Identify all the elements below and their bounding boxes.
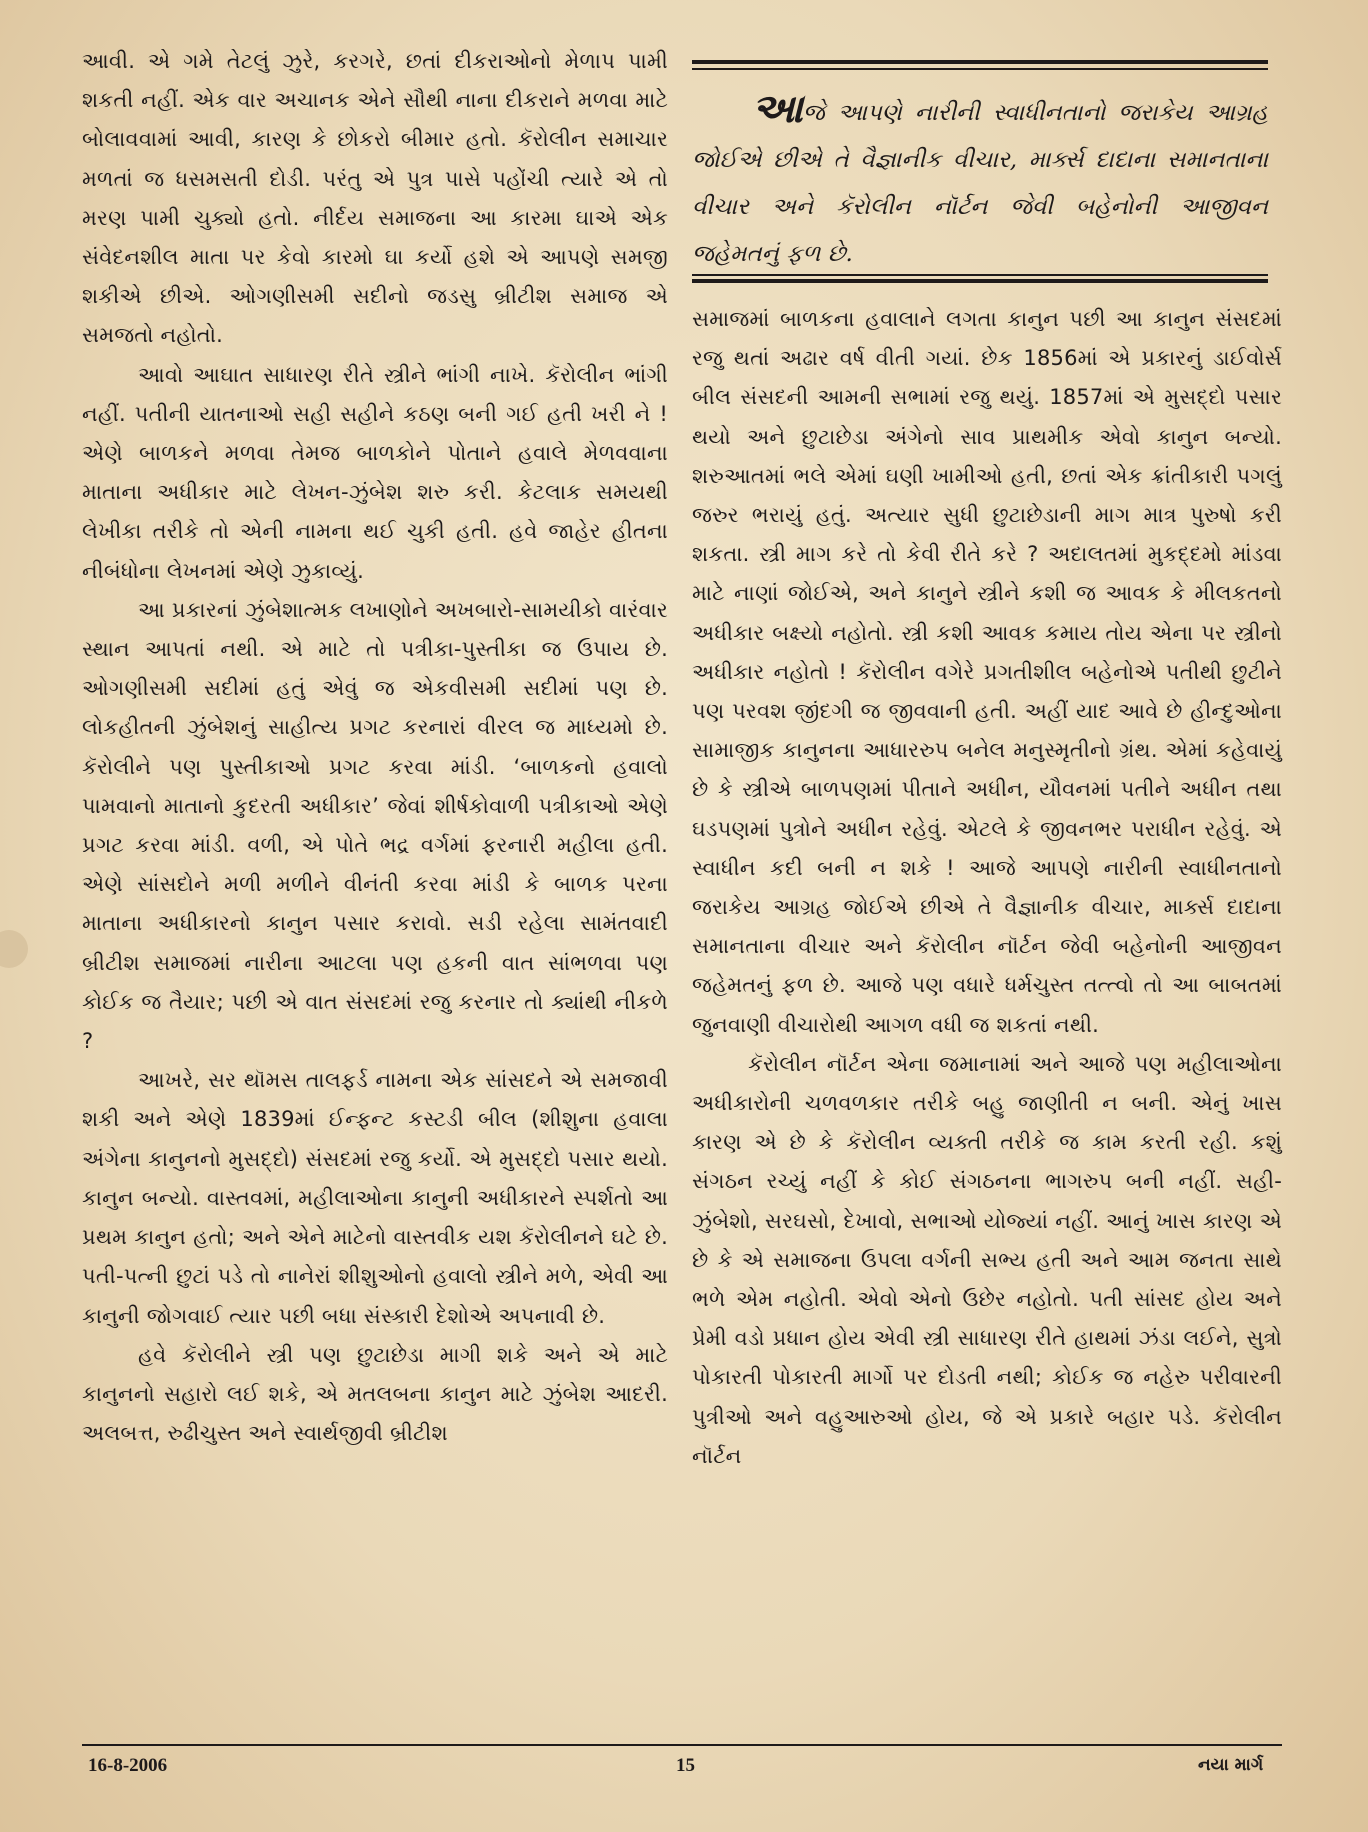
paragraph: આવો આઘાત સાધારણ રીતે સ્ત્રીને ભાંગી નાખે. કૅરોલીન ભાંગી નહીં. પતીની યાતનાઓ સહી સહીને કઠણ બની ગઈ હતી ખરી ને ! એણે બાળકને મળવા તેમજ બાળકોને પોતાને હવાલે મેળવવાના માતાના અધીકાર માટે લેખન-ઝુંબેશ શરુ કરી. કેટલાક સમયથી લેખીકા તરીકે તો એની નામના થઈ ચુકી હતી. હવે જાહેર હીતના નીબંધોના લેખનમાં એણે ઝુકાવ્યું.	[82, 362, 668, 583]
pull-quote-rule	[692, 274, 1268, 276]
footer-rule	[82, 1744, 1282, 1746]
pull-quote-text	[692, 86, 1268, 278]
paragraph: સમાજમાં બાળકના હવાલાને લગતા કાનુન પછી આ કાનુન સંસદમાં રજુ થતાં અઢાર વર્ષ વીતી ગયાં. છેક 1856માં એ પ્રકારનું ડાઈવોર્સ બીલ સંસદની આમની સભામાં રજુ થયું. 1857માં એ મુસદ્દો પસાર થયો અને છુટાછેડા અંગેનો સાવ પ્રાથમીક એવો કાનુન બન્યો. શરુઆતમાં ભલે એમાં ઘણી ખામીઓ હતી, છતાં એક ક્રાંતીકારી પગલું જરુર ભરાયું હતું. અત્યાર સુધી છુટાછેડાની માગ માત્ર પુરુષો કરી શકતા. સ્ત્રી માગ કરે તો કેવી રીતે કરે ? અદાલતમાં મુકદ્દમો માંડવા માટે નાણાં જોઈએ, અને કાનુને સ્ત્રીને કશી જ આવક કે મીલકતનો અધીકાર બક્ષ્યો નહોતો. સ્ત્રી કશી આવક કમાય તોય એના પર સ્ત્રીનો અધીકાર નહોતો ! કૅરોલીન વગેરે પ્રગતીશીલ બહેનોએ પતીથી છુટીને પણ પરવશ જીંદગી જ જીવવાની હતી. અહીં યાદ આવે છે હીન્દુઓના સામાજીક કાનુનના આધારરુપ બનેલ મનુસ્મૃતીનો ગ્રંથ. એમાં કહેવાયું છે કે સ્ત્રીએ બાળપણમાં પીતાને અધીન, યૌવનમાં પતીને અધીન તથા ઘડપણમાં પુત્રોને અધીન રહેવું. એટલે કે જીવનભર પરાધીન રહેવું. એ સ્વાધીન કદી બની ન શકે ! આજે આપણે નારીની સ્વાધીનતાનો જરાકેય આગ્રહ જોઈએ છીએ તે વૈજ્ઞાનીક વીચાર, માર્ક્સ દાદાના સમાનતાના વીચાર અને કૅરોલીન નૉર્ટન જેવી બહેનોની આજીવન જહેમતનું ફળ છે. આજે પણ વધારે ધર્મચુસ્ત તત્ત્વો તો આ બાબતમાં જુનવાણી વીચારોથી આગળ વધી જ શકતાં નથી.	[692, 307, 1282, 1037]
pull-quote-rule	[692, 279, 1268, 283]
right-column	[692, 300, 1282, 1476]
pull-quote	[692, 56, 1268, 284]
paragraph: હવે કૅરોલીને સ્ત્રી પણ છુટાછેડા માગી શકે અને એ માટે કાનુનનો સહારો લઈ શકે, એ મતલબના કાનુન માટે ઝુંબેશ આદરી. અલબત્ત, રુઢીચુસ્ત અને સ્વાર્થજીવી બ્રીટીશ	[82, 1342, 668, 1446]
pull-quote-rule	[692, 60, 1268, 64]
pull-quote-rule	[692, 68, 1268, 70]
page-number: 15	[676, 1755, 695, 1776]
footer-date: 16-8-2006	[88, 1755, 168, 1776]
pull-quote-drop-cap: આ	[752, 86, 803, 132]
magazine-name: નયા માર્ગ	[1198, 1755, 1264, 1775]
pull-quote-body: જે આપણે નારીની સ્વાધીનતાનો જરાકેય આગ્રહ જોઈએ છીએ તે વૈજ્ઞાનીક વીચાર, માર્ક્સ દાદાના સમાનતાના વીચાર અને કૅરોલીન નૉર્ટન જેવી બહેનોની આજીવન જહેમતનું ફળ છે.	[692, 100, 1268, 267]
paragraph: કૅરોલીન નૉર્ટન એના જમાનામાં અને આજે પણ મહીલાઓના અધીકારોની ચળવળકાર તરીકે બહુ જાણીતી ન બની. એનું ખાસ કારણ એ છે કે કૅરોલીન વ્યક્તી તરીકે જ કામ કરતી રહી. કશું સંગઠન રચ્યું નહીં કે કોઈ સંગઠનના ભાગરુપ બની નહીં. સહી-ઝુંબેશો, સરઘસો, દેખાવો, સભાઓ યોજ્યાં નહીં. આનું ખાસ કારણ એ છે કે એ સમાજના ઉપલા વર્ગની સભ્ય હતી અને આમ જનતા સાથે ભળે એમ નહોતી. એવો એનો ઉછેર નહોતો. પતી સાંસદ હોય અને પ્રેમી વડો પ્રધાન હોય એવી સ્ત્રી સાધારણ રીતે હાથમાં ઝંડા લઈને, સુત્રો પોકારતી પોકારતી માર્ગો પર દોડતી નથી; કોઈક જ નહેરુ પરીવારની પુત્રીઓ અને વહુઆરુઓ હોય, જે એ પ્રકારે બહાર પડે. કૅરોલીન નૉર્ટન	[692, 1051, 1282, 1468]
paragraph: આ પ્રકારનાં ઝુંબેશાત્મક લખાણોને અખબારો-સામયીકો વારંવાર સ્થાન આપતાં નથી. એ માટે તો પત્રીકા-પુસ્તીકા જ ઉપાય છે. ઓગણીસમી સદીમાં હતું એવું જ એકવીસમી સદીમાં પણ છે. લોકહીતની ઝુંબેશનું સાહીત્ય પ્રગટ કરનારાં વીરલ જ માધ્યમો છે. કૅરોલીને પણ પુસ્તીકાઓ પ્રગટ કરવા માંડી. ‘બાળકનો હવાલો પામવાનો માતાનો કુદરતી અધીકાર’ જેવાં શીર્ષકોવાળી પત્રીકાઓ એણે પ્રગટ કરવા માંડી. વળી, એ પોતે ભદ્ર વર્ગમાં ફરનારી મહીલા હતી. એણે સાંસદોને મળી મળીને વીનંતી કરવા માંડી કે બાળક પરના માતાના અધીકારનો કાનુન પસાર કરાવો. સડી રહેલા સામંતવાદી બ્રીટીશ સમાજમાં નારીના આટલા પણ હકની વાત સાંભળવા પણ કોઈક જ તૈયાર; પછી એ વાત સંસદમાં રજુ કરનાર તો ક્યાંથી નીકળે ?	[82, 597, 668, 1054]
paragraph: આખરે, સર થૉમસ તાલફર્ડ નામના એક સાંસદને એ સમજાવી શકી અને એણે 1839માં ઈન્ફન્ટ કસ્ટડી બીલ (શીશુના હવાલા અંગેના કાનુનનો મુસદ્દો) સંસદમાં રજુ કર્યો. એ મુસદ્દો પસાર થયો. કાનુન બન્યો. વાસ્તવમાં, મહીલાઓના કાનુની અધીકારને સ્પર્શતો આ પ્રથમ કાનુન હતો; અને એને માટેનો વાસ્તવીક યશ કૅરોલીનને ઘટે છે. પતી-પત્ની છુટાં પડે તો નાનેરાં શીશુઓનો હવાલો સ્ત્રીને મળે, એવી આ કાનુની જોગવાઈ ત્યાર પછી બધા સંસ્કારી દેશોએ અપનાવી છે.	[82, 1068, 668, 1328]
punch-hole	[0, 930, 28, 968]
left-column	[82, 42, 668, 1453]
paragraph: આવી. એ ગમે તેટલું ઝુરે, કરગરે, છતાં દીકરાઓનો મેળાપ પામી શકતી નહીં. એક વાર અચાનક એને સૌથી નાના દીકરાને મળવા માટે બોલાવવામાં આવી, કારણ કે છોકરો બીમાર હતો. કૅરોલીન સમાચાર મળતાં જ ધસમસતી દોડી. પરંતુ એ પુત્ર પાસે પહોંચી ત્યારે એ તો મરણ પામી ચુક્યો હતો. નીર્દય સમાજના આ કારમા ઘાએ એક સંવેદનશીલ માતા પર કેવો કારમો ઘા કર્યો હશે એ આપણે સમજી શકીએ છીએ. ઓગણીસમી સદીનો જડસુ બ્રીટીશ સમાજ એ સમજતો નહોતો.	[82, 49, 668, 348]
